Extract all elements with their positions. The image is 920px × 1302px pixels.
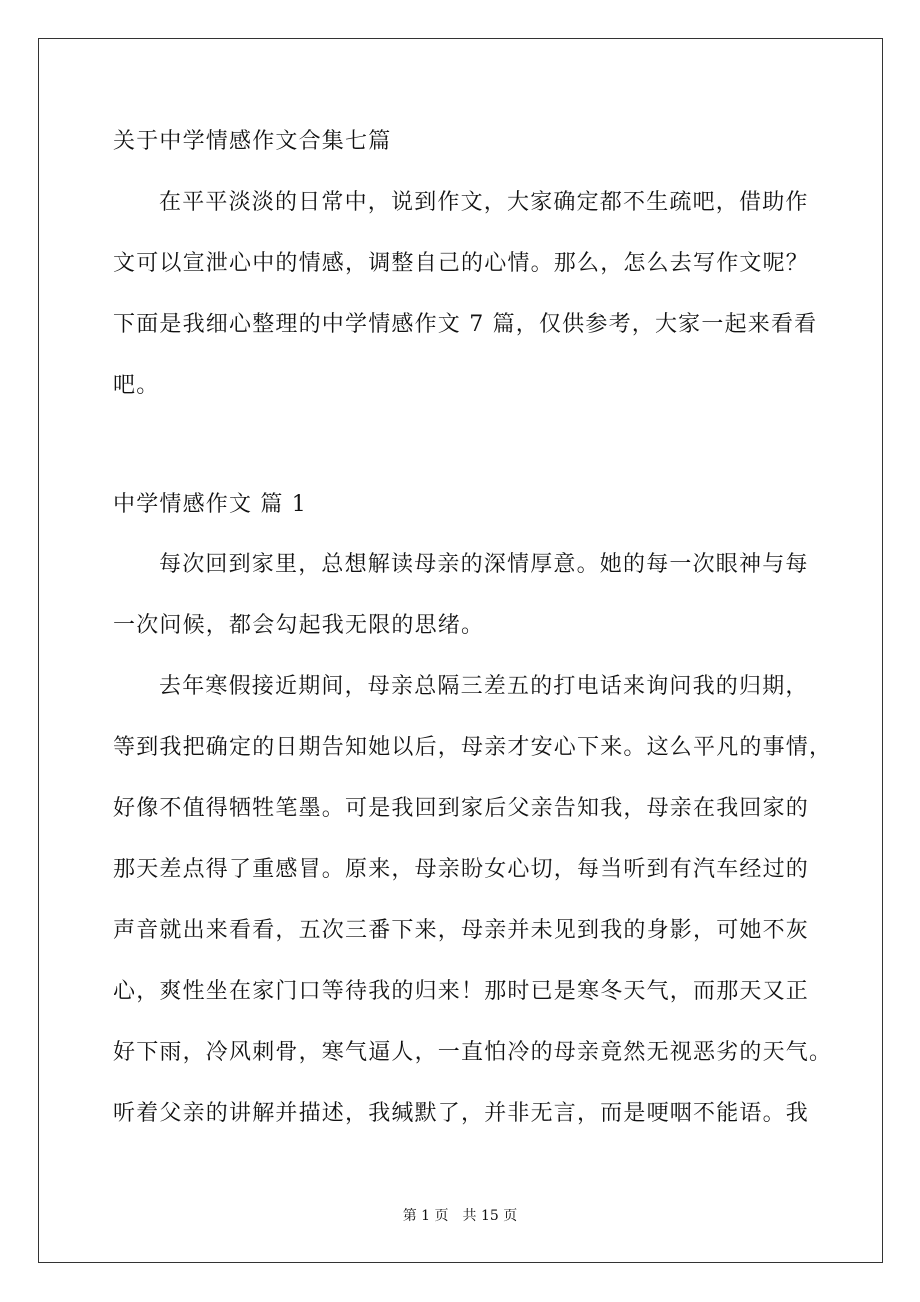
paragraph-line: 好下雨，冷风刺骨，寒气逼人，一直怕冷的母亲竟然无视恶劣的天气。 [113, 1040, 833, 1065]
paragraph-line: 那天差点得了重感冒。原来，母亲盼女心切，每当听到有汽车经过的 [113, 857, 810, 882]
section-heading: 中学情感作文 篇 1 [113, 492, 307, 517]
paragraph-line: 每次回到家里，总想解读母亲的深情厚意。她的每一次眼神与每 [159, 552, 809, 577]
page-number-footer: 第 1 页 共 15 页 [402, 1208, 518, 1224]
paragraph-line: 等到我把确定的日期告知她以后，母亲才安心下来。这么平凡的事情， [113, 735, 833, 760]
document-title: 关于中学情感作文合集七篇 [113, 129, 392, 154]
intro-line: 文可以宣泄心中的情感，调整自己的心情。那么，怎么去写作文呢？ [113, 251, 810, 276]
paragraph-line: 听着父亲的讲解并描述，我缄默了，并非无言，而是哽咽不能语。我 [113, 1101, 810, 1126]
paragraph-line: 好像不值得牺牲笔墨。可是我回到家后父亲告知我，母亲在我回家的 [113, 796, 810, 821]
page-border [38, 38, 883, 1263]
paragraph-line: 一次问候，都会勾起我无限的思绪。 [113, 613, 485, 638]
paragraph-line: 心，爽性坐在家门口等待我的归来！那时已是寒冬天气，而那天又正 [113, 979, 810, 1004]
paragraph-line: 声音就出来看看，五次三番下来，母亲并未见到我的身影，可她不灰 [113, 918, 810, 943]
intro-line: 在平平淡淡的日常中，说到作文，大家确定都不生疏吧，借助作 [159, 190, 809, 215]
intro-line: 下面是我细心整理的中学情感作文 7 篇，仅供参考，大家一起来看看 [113, 312, 818, 337]
paragraph-line: 去年寒假接近期间，母亲总隔三差五的打电话来询问我的归期， [159, 674, 809, 699]
intro-line: 吧。 [113, 373, 160, 398]
